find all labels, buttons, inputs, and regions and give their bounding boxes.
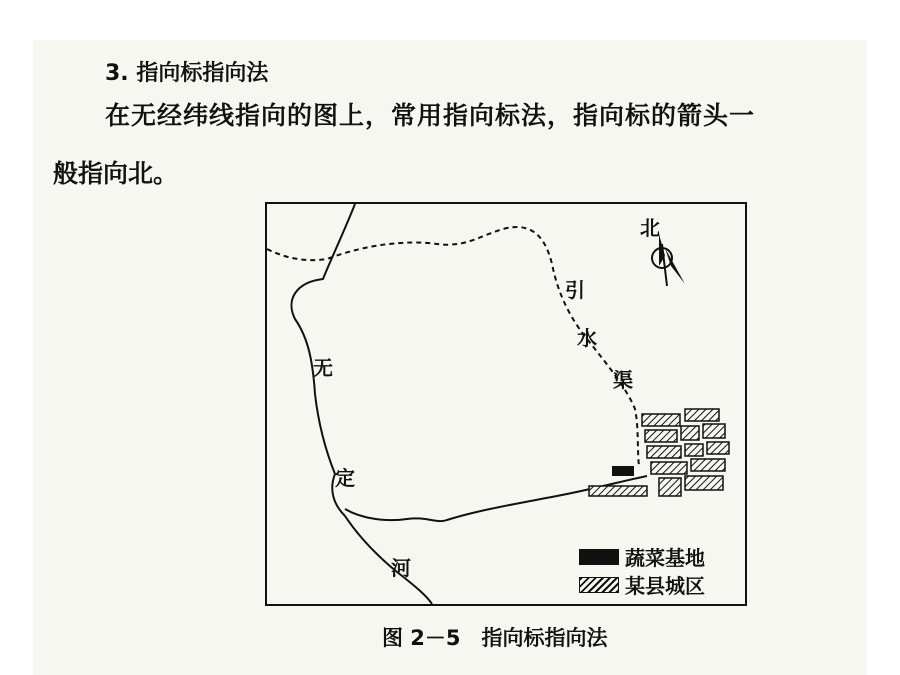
canal-label-2: 水 [577, 326, 597, 350]
north-label: 北 [640, 216, 660, 240]
river-label-3: 河 [391, 556, 411, 580]
legend-vegetable-base-label: 蔬菜基地 [625, 546, 705, 570]
legend-hatch-swatch [579, 577, 619, 593]
canal-label-1: 引 [565, 278, 585, 302]
map-figure [265, 202, 747, 606]
legend-solid-swatch [579, 549, 619, 565]
boundary-line [345, 476, 647, 521]
river-line [291, 204, 432, 604]
north-arrow-icon [652, 234, 685, 286]
legend-county-city [579, 570, 705, 599]
canal-label-3: 渠 [613, 368, 633, 392]
river-label-2: 定 [335, 466, 355, 490]
paragraph-line-1: 在无经纬线指向的图上，常用指向标法，指向标的箭头一 [105, 101, 756, 130]
county-city-blocks [589, 409, 729, 496]
figure-caption: 图 2－5 指向标指向法 [382, 626, 608, 650]
river-label-1: 无 [313, 356, 333, 380]
legend-vegetable-base [579, 542, 705, 571]
vegetable-base-block [612, 466, 634, 476]
section-heading: 3. 指向标指向法 [105, 61, 269, 86]
legend-county-city-label: 某县城区 [625, 574, 705, 598]
document-page [33, 40, 867, 675]
paragraph-line-2: 般指向北。 [53, 159, 179, 188]
